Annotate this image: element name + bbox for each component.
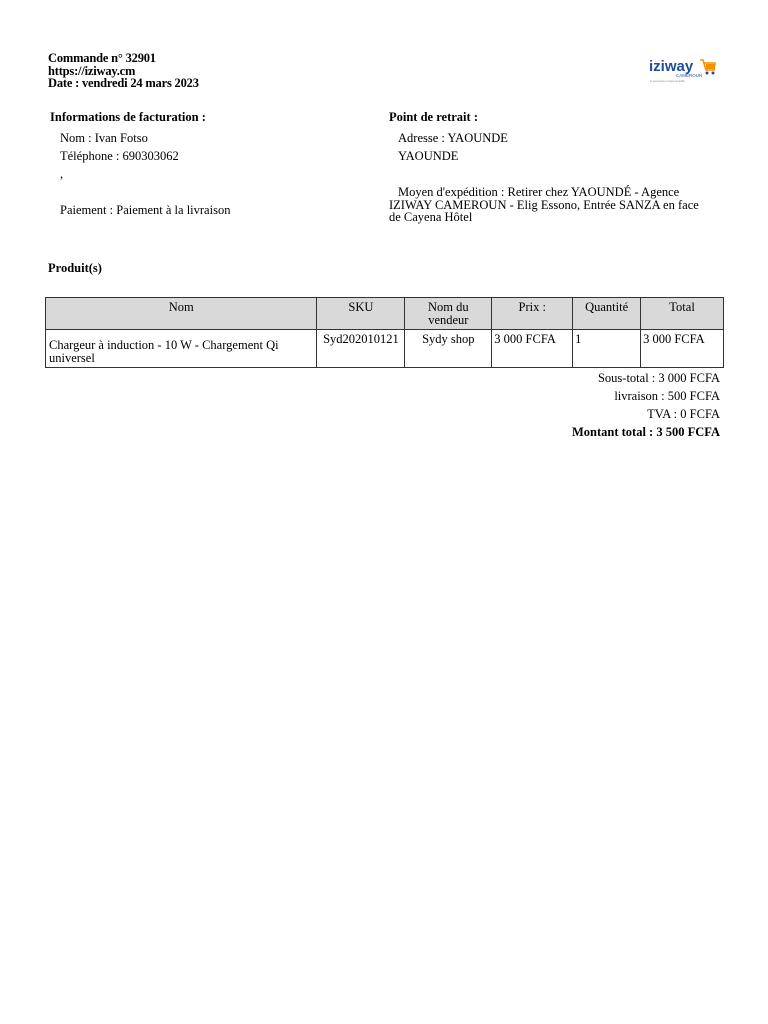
pickup-info xyxy=(398,129,718,165)
shipping-line: Moyen d'expédition : Retirer chez YAOUNDÉ - Agence xyxy=(398,185,680,199)
col-total-header: Total xyxy=(641,298,724,330)
products-table xyxy=(45,297,724,368)
logo-brand-text: iziway xyxy=(649,58,694,75)
products-title: Produit(s) xyxy=(48,261,102,275)
subtotal: Sous-total : 3 000 FCFA xyxy=(597,371,720,385)
delivery-fee: livraison : 500 FCFA xyxy=(614,389,720,403)
shipping-line: IZIWAY CAMEROUN - Elig Essono, Entrée SANZA en face xyxy=(389,197,699,212)
order-number: Commande n° 32901 xyxy=(48,51,156,65)
product-total: 3 000 FCFA xyxy=(641,330,724,368)
order-date: Date : vendredi 24 mars 2023 xyxy=(48,76,199,90)
shipping-method xyxy=(389,186,719,224)
store-url: https://iziway.cm xyxy=(48,63,136,78)
col-qty-header: Quantité xyxy=(573,298,641,330)
tax: TVA : 0 FCFA xyxy=(647,407,720,421)
billing-extra: , xyxy=(60,167,64,181)
col-price-header: Prix : xyxy=(492,298,573,330)
order-totals xyxy=(572,369,720,441)
order-header xyxy=(48,52,348,90)
logo-tagline: le commerce en ligne simplifié xyxy=(650,80,685,83)
pickup-address: Adresse : YAOUNDE xyxy=(398,131,508,145)
col-name-header: Nom xyxy=(46,298,317,330)
product-qty: 1 xyxy=(573,330,641,368)
billing-info xyxy=(60,129,340,183)
product-price: 3 000 FCFA xyxy=(492,330,573,368)
shipping-line: de Cayena Hôtel xyxy=(389,210,473,224)
billing-name: Nom : Ivan Fotso xyxy=(60,131,148,145)
payment-method: Paiement : Paiement à la livraison xyxy=(60,203,231,217)
pickup-city: YAOUNDE xyxy=(398,149,459,163)
pickup-title: Point de retrait : xyxy=(389,110,478,124)
logo-sub-text: CAMEROUN xyxy=(676,73,703,78)
table-header-row xyxy=(46,298,724,330)
table-row xyxy=(46,330,724,368)
iziway-logo xyxy=(648,55,716,83)
billing-phone: Téléphone : 690303062 xyxy=(60,149,179,163)
col-sku-header: SKU xyxy=(317,298,405,330)
col-vendor-header: Nom du vendeur xyxy=(405,298,492,330)
product-sku: Syd202010121 xyxy=(317,330,405,368)
product-vendor: Sydy shop xyxy=(405,330,492,368)
grand-total: Montant total : 3 500 FCFA xyxy=(571,425,720,439)
billing-title: Informations de facturation : xyxy=(50,110,206,124)
product-name: Chargeur à induction - 10 W - Chargement Qi universel xyxy=(46,330,317,368)
